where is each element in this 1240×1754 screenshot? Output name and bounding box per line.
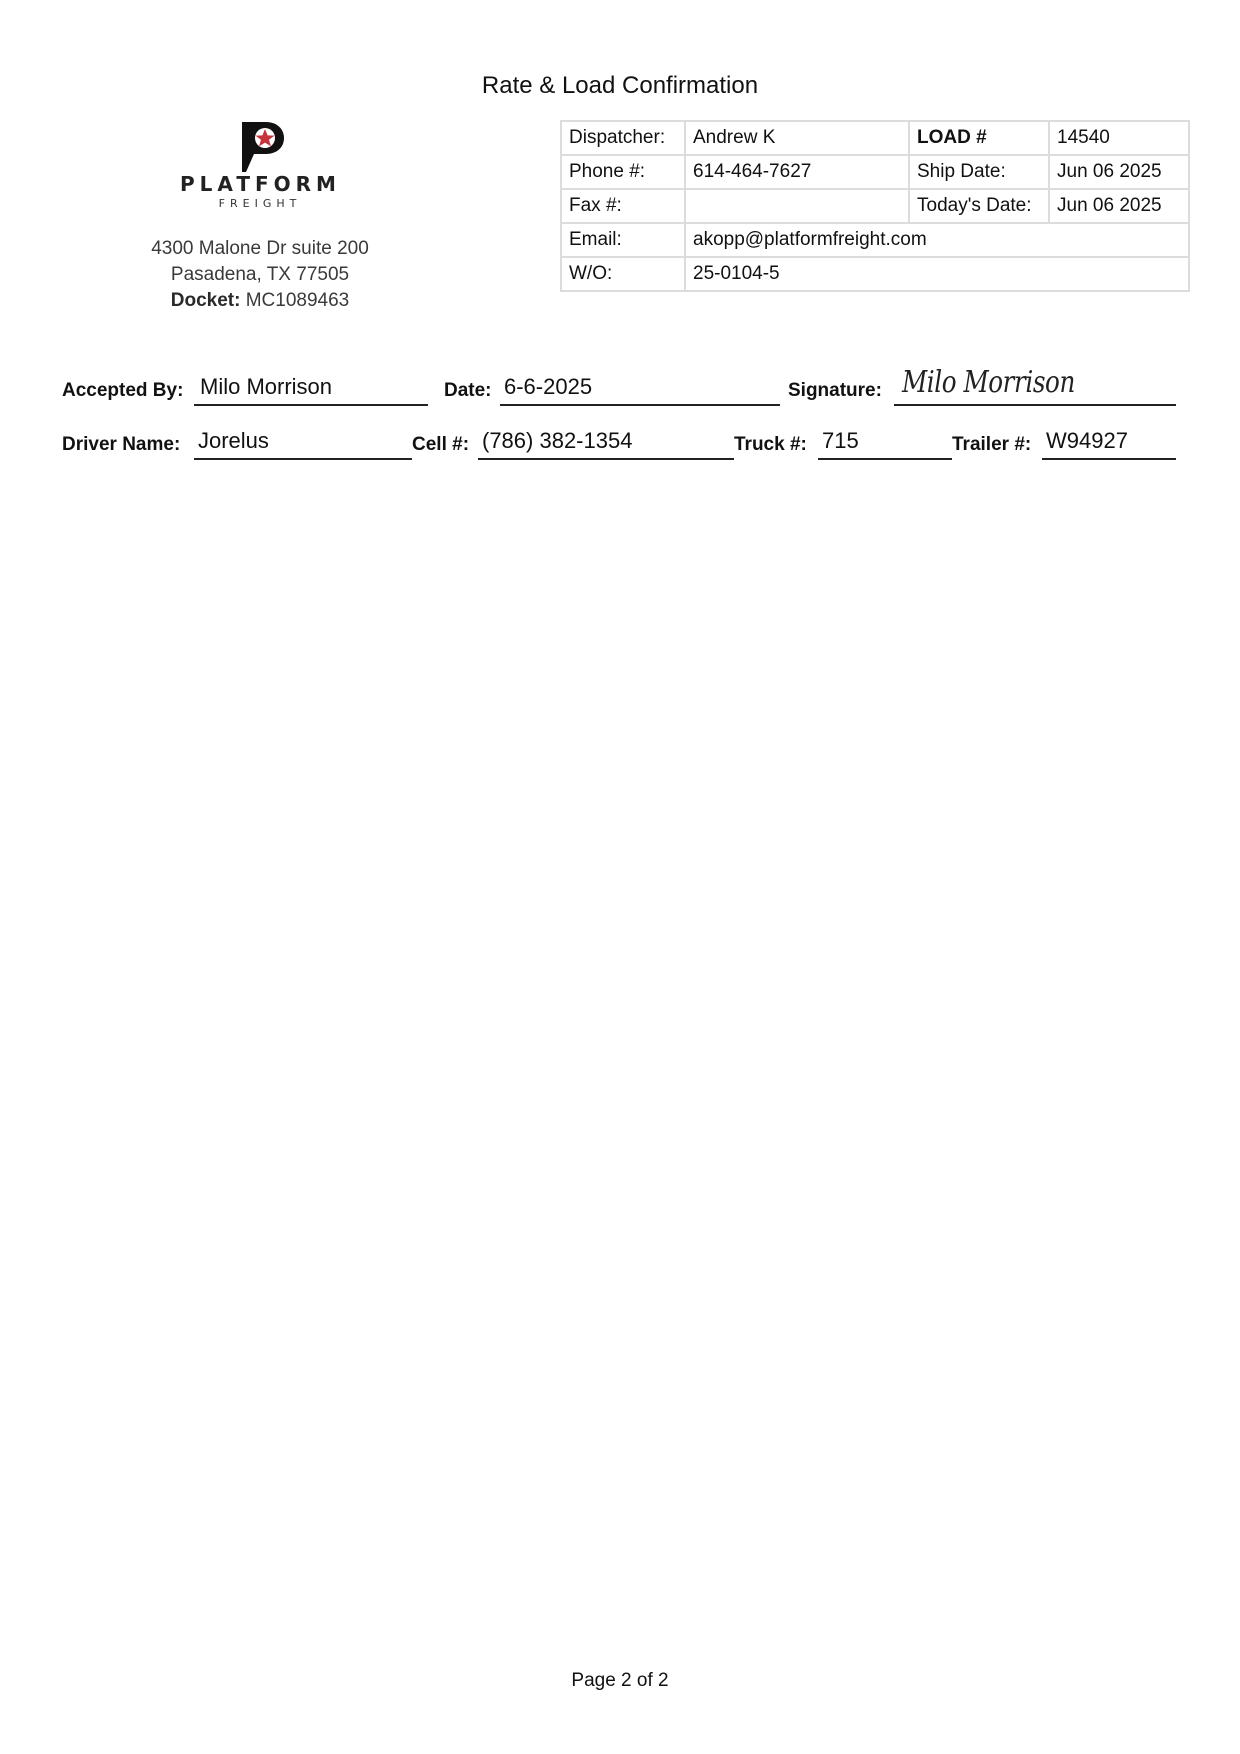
accepted-by-line (194, 404, 428, 406)
ship-date-value: Jun 06 2025 (1049, 155, 1189, 189)
todays-date-value: Jun 06 2025 (1049, 189, 1189, 223)
phone-value: 614-464-7627 (685, 155, 909, 189)
address-line-2: Pasadena, TX 77505 (170, 264, 350, 285)
cell-line (478, 458, 734, 460)
table-row (561, 189, 1189, 223)
table-row (561, 223, 1189, 257)
dispatcher-value: Andrew K (685, 121, 909, 155)
company-logo (180, 118, 340, 218)
date-label: Date: (444, 380, 492, 401)
logo-subword: FREIGHT (218, 197, 302, 210)
driver-name-value[interactable]: Jorelus (198, 428, 269, 453)
wo-value: 25-0104-5 (685, 257, 1189, 291)
wo-label: W/O: (561, 257, 685, 291)
fax-value (685, 189, 909, 223)
docket-value: MC1089463 (245, 290, 350, 311)
driver-name-label: Driver Name: (62, 434, 181, 455)
trailer-line (1042, 458, 1176, 460)
truck-label: Truck #: (734, 434, 807, 455)
signature-value[interactable]: Milo Morrison (902, 365, 1075, 400)
page-number: Page 2 of 2 (571, 1670, 669, 1691)
trailer-value[interactable]: W94927 (1046, 428, 1128, 453)
accepted-by-label: Accepted By: (62, 380, 184, 401)
fax-label: Fax #: (561, 189, 685, 223)
truck-line (818, 458, 952, 460)
date-value[interactable]: 6-6-2025 (504, 374, 593, 399)
dispatcher-label: Dispatcher: (561, 121, 685, 155)
p-star-logo-icon (220, 118, 300, 174)
email-label: Email: (561, 223, 685, 257)
load-number-value: 14540 (1049, 121, 1189, 155)
docket-line (120, 288, 400, 314)
signature-label: Signature: (788, 380, 882, 401)
todays-date-label: Today's Date: (909, 189, 1049, 223)
load-info-table (560, 120, 1190, 292)
driver-row (0, 414, 1240, 460)
phone-label: Phone #: (561, 155, 685, 189)
date-line (500, 404, 780, 406)
company-address (120, 236, 400, 314)
truck-value[interactable]: 715 (822, 428, 859, 453)
cell-label: Cell #: (412, 434, 470, 455)
address-line-1: 4300 Malone Dr suite 200 (151, 238, 369, 259)
logo-wordmark: PLATFORM (180, 172, 341, 196)
accepted-by-value[interactable]: Milo Morrison (200, 374, 333, 399)
document-title: Rate & Load Confirmation (481, 72, 759, 99)
acceptance-row (0, 360, 1240, 406)
cell-value[interactable]: (786) 382-1354 (482, 428, 633, 453)
docket-label: Docket: (170, 290, 241, 311)
signature-line (894, 404, 1176, 406)
driver-name-line (194, 458, 412, 460)
ship-date-label: Ship Date: (909, 155, 1049, 189)
company-brand (120, 118, 400, 314)
load-number-label: LOAD # (909, 121, 1049, 155)
table-row (561, 257, 1189, 291)
email-value: akopp@platformfreight.com (685, 223, 1189, 257)
table-row (561, 155, 1189, 189)
table-row (561, 121, 1189, 155)
trailer-label: Trailer #: (952, 434, 1032, 455)
